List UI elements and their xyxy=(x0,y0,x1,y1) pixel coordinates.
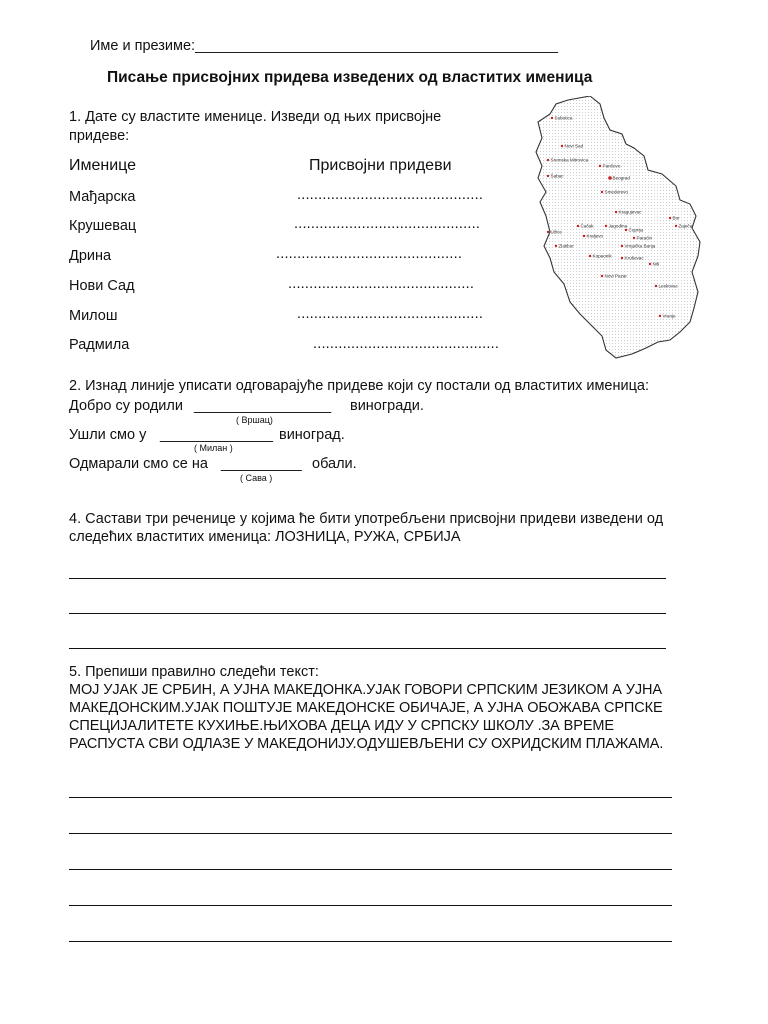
hint-milan: ( Милан ) xyxy=(194,443,233,453)
city-label: Ćuprija xyxy=(628,227,644,233)
answer-line[interactable] xyxy=(69,941,672,942)
answer-line[interactable] xyxy=(69,613,666,614)
answer-field[interactable]: ............................................ xyxy=(288,276,475,292)
city-dot xyxy=(625,229,627,231)
city-dot xyxy=(669,217,671,219)
task1-instruction: 1. Дате су властите именице. Изведи од њих присвојне придеве: xyxy=(69,109,442,144)
city-dot xyxy=(561,145,563,147)
sentence-3-blank[interactable]: __________ xyxy=(221,456,302,472)
city-label: Zaječar xyxy=(678,223,694,229)
city-label: Kragujevac xyxy=(618,209,642,215)
city-label: Pančevo xyxy=(602,163,621,169)
noun-item: Дрина xyxy=(69,248,112,264)
city-label: Vrnjačka Banja xyxy=(624,243,656,249)
city-dot xyxy=(583,235,585,237)
noun-item: Милош xyxy=(69,308,118,324)
city-label: Vranje xyxy=(662,313,676,319)
page-title: Писање присвојних придева изведених од властитих именица xyxy=(107,69,593,86)
name-field[interactable]: Име и презиме:_____________________________________________ xyxy=(90,38,558,54)
city-dot xyxy=(633,237,635,239)
city-label: Kopaonik xyxy=(592,253,612,259)
city-dot xyxy=(649,263,651,265)
noun-item: Нови Сад xyxy=(69,278,135,294)
sentence-1-start: Добро су родили xyxy=(69,398,183,414)
noun-item: Мађарска xyxy=(69,189,136,205)
answer-line[interactable] xyxy=(69,833,672,834)
city-dot xyxy=(608,176,612,180)
city-dot xyxy=(555,245,557,247)
city-label: Jagodina xyxy=(608,223,628,229)
task4-instruction: 4. Састави три реченице у којима ће бити употребљени присвојни придеви изведени од следећих властитих именица: ЛОЗНИЦА, РУЖА, СРБИЈА xyxy=(69,511,664,545)
sentence-2-end: виноград. xyxy=(279,427,345,443)
answer-field[interactable]: ............................................ xyxy=(313,336,500,352)
answer-field[interactable]: ............................................ xyxy=(276,246,463,262)
city-dot xyxy=(675,225,677,227)
city-label: Paraćin xyxy=(636,235,653,241)
city-dot xyxy=(589,255,591,257)
sentence-3-start: Одмарали смо се на xyxy=(69,456,208,472)
city-dot xyxy=(621,257,623,259)
city-dot xyxy=(601,191,603,193)
answer-field[interactable]: ............................................ xyxy=(294,216,481,232)
answer-line[interactable] xyxy=(69,905,672,906)
city-label: Kruševac xyxy=(624,255,644,261)
sentence-3-end: обали. xyxy=(312,456,357,472)
city-label: Čačak xyxy=(580,223,594,229)
task5-text: МОЈ УЈАК ЈЕ СРБИН, А УЈНА МАКЕДОНКА.УЈАК ГОВОРИ СРПСКИМ ЈЕЗИКОМ А УЈНА МАКЕДОНСКИМ.УЈАК ПОШТУЈЕ МАКЕДОНСКЕ ОБИЧАЈЕ, А УЈНА ОБОЖАВА СРПСКЕ СПЕЦИЈАЛИТЕТЕ КУХИЊЕ.ЊИХОВА ДЕЦА ИДУ У СРПСКУ ШКОЛУ .ЗА ВРЕМЕ РАСПУСТА СВИ ОДЛАЗЕ У МАКЕДОНИЈУ.ОДУШЕВЉЕНИ СУ ОХРИДСКИМ ПЛАЖАМА. xyxy=(69,682,664,752)
serbia-map xyxy=(530,96,702,360)
city-label: Kraljevo xyxy=(586,233,604,239)
answer-line[interactable] xyxy=(69,648,666,649)
sentence-2-start: Ушли смо у xyxy=(69,427,147,443)
answer-line[interactable] xyxy=(69,797,672,798)
column-header-adjectives: Присвојни придеви xyxy=(309,157,452,174)
city-dot xyxy=(599,165,601,167)
city-label: Užice xyxy=(550,229,562,235)
city-dot xyxy=(547,175,549,177)
city-label: Smederevo xyxy=(604,189,628,195)
sentence-1-end: виногради. xyxy=(350,398,424,414)
noun-item: Радмила xyxy=(69,337,130,353)
city-label: Novi Pazar xyxy=(604,273,627,279)
city-dot xyxy=(601,275,603,277)
city-label: Niš xyxy=(652,261,660,267)
city-dot xyxy=(551,117,553,119)
city-label: Šabac xyxy=(550,173,564,179)
city-label: Sremska Mitrovica xyxy=(550,157,589,163)
answer-line[interactable] xyxy=(69,578,666,579)
hint-vrsac: ( Вршац) xyxy=(236,415,273,425)
city-label: Bor xyxy=(672,215,680,221)
task2-instruction: 2. Изнад линије уписати одговарајуће придеве који су постали од властитих именица: xyxy=(69,378,649,394)
city-dot xyxy=(577,225,579,227)
city-label: Subotica xyxy=(554,115,573,121)
sentence-1-blank[interactable]: _________________ xyxy=(194,398,332,414)
city-dot xyxy=(655,285,657,287)
city-label: Zlatibor xyxy=(558,243,574,249)
sentence-2-blank[interactable]: ______________ xyxy=(160,427,273,443)
city-dot xyxy=(615,211,617,213)
city-dot xyxy=(659,315,661,317)
city-dot xyxy=(605,225,607,227)
city-dot xyxy=(621,245,623,247)
city-label: Beograd xyxy=(612,175,630,181)
hint-sava: ( Сава ) xyxy=(240,473,273,483)
city-label: Novi Sad xyxy=(564,143,584,149)
noun-item: Крушевац xyxy=(69,218,137,234)
answer-field[interactable]: ............................................ xyxy=(297,187,484,203)
city-dot xyxy=(547,159,549,161)
answer-line[interactable] xyxy=(69,869,672,870)
city-dot xyxy=(547,231,549,233)
answer-field[interactable]: ............................................ xyxy=(297,306,484,322)
city-label: Leskovac xyxy=(658,283,678,289)
task5-instruction: 5. Препиши правилно следећи текст: xyxy=(69,664,319,680)
column-header-nouns: Именице xyxy=(69,157,137,174)
